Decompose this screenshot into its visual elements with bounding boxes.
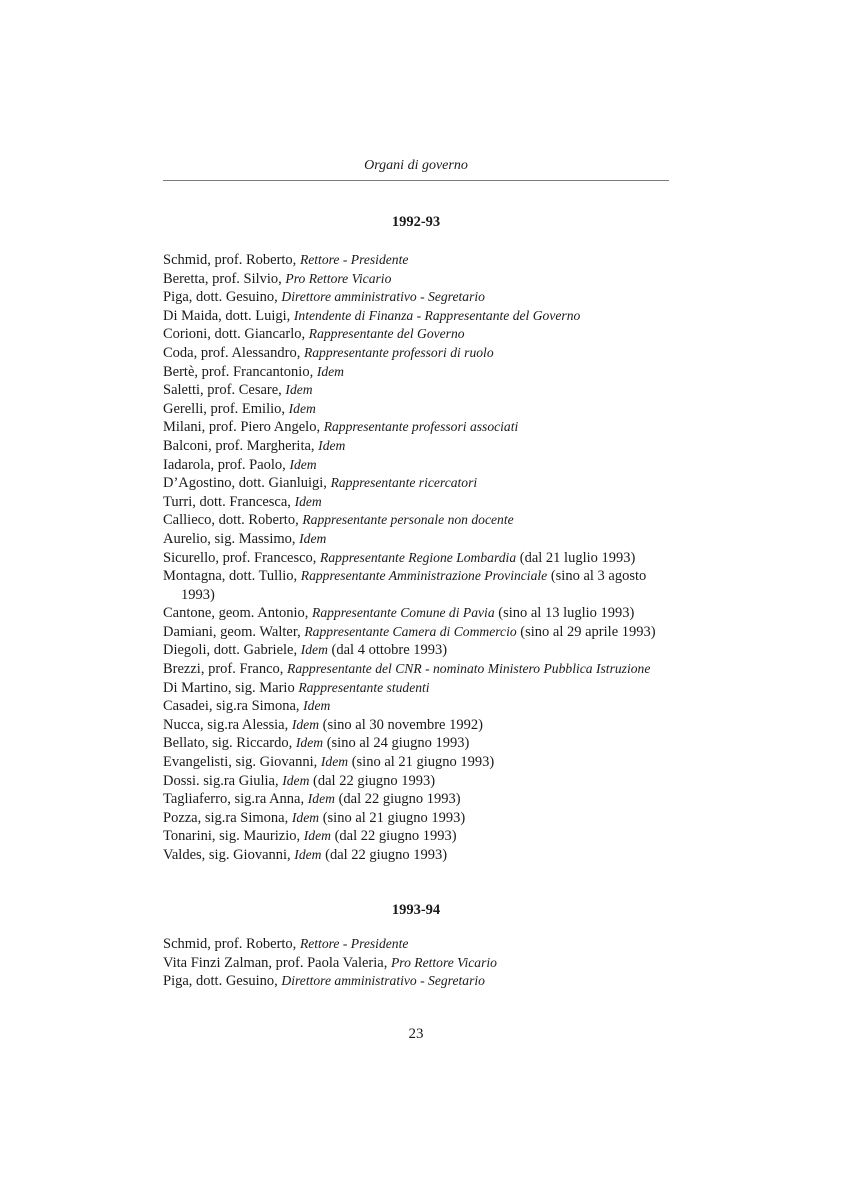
member-role: Idem bbox=[289, 456, 317, 472]
member-role: Idem bbox=[316, 363, 345, 379]
section-year-heading: 1993-94 bbox=[391, 902, 441, 918]
member-role: Rappresentante Comune di Pavia bbox=[312, 605, 495, 621]
member-role: Rappresentante Regione Lombardia bbox=[320, 549, 517, 565]
member-entry bbox=[163, 954, 669, 973]
member-entry bbox=[163, 697, 669, 716]
member-entry bbox=[163, 641, 669, 660]
member-name: Piga, dott. Gesuino, bbox=[163, 289, 282, 306]
member-name: Evangelisti, sig. Giovanni, bbox=[163, 754, 321, 771]
member-entry bbox=[163, 679, 669, 698]
page-number: 23 bbox=[408, 1026, 424, 1042]
member-entry bbox=[163, 288, 669, 307]
member-name: Vita Finzi Zalman, prof. Paola Valeria, bbox=[163, 954, 391, 971]
member-entry bbox=[163, 511, 669, 530]
member-entry bbox=[163, 418, 669, 437]
member-entry bbox=[163, 381, 669, 400]
member-name: Brezzi, prof. Franco, bbox=[163, 661, 288, 678]
member-note: (dal 22 giugno 1993) bbox=[334, 791, 461, 808]
member-note: (sino al 30 novembre 1992) bbox=[319, 716, 483, 733]
member-role: Direttore amministrativo - Segretario bbox=[281, 973, 485, 989]
member-role: Idem bbox=[282, 772, 310, 788]
member-role: Idem bbox=[318, 437, 346, 453]
member-entry bbox=[163, 325, 669, 344]
member-name: Callieco, dott. Roberto, bbox=[163, 512, 303, 529]
member-role: Pro Rettore Vicario bbox=[285, 270, 392, 286]
member-name: Turri, dott. Francesca, bbox=[163, 493, 295, 510]
member-name: D’Agostino, dott. Gianluigi, bbox=[163, 475, 331, 492]
member-entry bbox=[163, 972, 669, 991]
member-role: Intendente di Finanza - Rappresentante del Governo bbox=[293, 307, 581, 323]
member-role: Rappresentante studenti bbox=[298, 679, 430, 695]
member-entry bbox=[163, 734, 669, 753]
member-name: Balconi, prof. Margherita, bbox=[163, 437, 319, 454]
member-name: Saletti, prof. Cesare, bbox=[163, 382, 286, 399]
member-note: (sino al 21 giugno 1993) bbox=[348, 754, 495, 771]
member-name: Di Maida, dott. Luigi, bbox=[163, 307, 294, 324]
member-name: Pozza, sig.ra Simona, bbox=[163, 809, 292, 826]
member-name: Di Martino, sig. Mario bbox=[163, 679, 299, 696]
member-name: Iadarola, prof. Paolo, bbox=[163, 456, 290, 473]
member-name: Diegoli, dott. Gabriele, bbox=[163, 642, 301, 659]
member-entry bbox=[163, 935, 669, 954]
member-name: Piga, dott. Gesuino, bbox=[163, 973, 282, 990]
member-role: Idem bbox=[291, 809, 320, 825]
member-name: Montagna, dott. Tullio, bbox=[163, 568, 301, 585]
member-entry bbox=[163, 344, 669, 363]
member-entry bbox=[163, 474, 669, 493]
member-role: Idem bbox=[294, 847, 322, 862]
member-role: Rappresentante Camera di Commercio bbox=[304, 623, 517, 639]
member-entry bbox=[163, 307, 669, 326]
member-role: Direttore amministrativo - Segretario bbox=[281, 289, 485, 305]
member-name: Casadei, sig.ra Simona, bbox=[163, 698, 304, 715]
member-note: (sino al 29 aprile 1993) bbox=[516, 623, 656, 640]
member-role: Rappresentante Amministrazione Provinciale bbox=[300, 568, 548, 584]
member-note: (sino al 3 agosto 1993) bbox=[181, 568, 647, 603]
member-name: Schmid, prof. Roberto, bbox=[163, 936, 300, 952]
member-name: Aurelio, sig. Massimo, bbox=[163, 530, 300, 547]
member-role: Rappresentante ricercatori bbox=[330, 475, 478, 491]
member-entry bbox=[163, 493, 669, 512]
member-entry bbox=[163, 604, 669, 623]
member-role: Idem bbox=[303, 698, 331, 714]
member-role: Idem bbox=[300, 642, 328, 658]
member-note: (sino al 21 giugno 1993) bbox=[319, 809, 466, 826]
member-name: Schmid, prof. Roberto, bbox=[163, 252, 300, 268]
member-entry bbox=[163, 251, 669, 270]
running-head: Organi di governo bbox=[364, 158, 468, 173]
member-name: Damiani, geom. Walter, bbox=[163, 623, 305, 640]
member-entry bbox=[163, 623, 669, 642]
member-list bbox=[163, 935, 669, 991]
member-note: (dal 22 giugno 1993) bbox=[321, 847, 448, 863]
member-entry bbox=[163, 549, 669, 568]
member-entry bbox=[163, 270, 669, 289]
member-role: Rappresentante professori di ruolo bbox=[303, 344, 494, 360]
member-list bbox=[163, 251, 669, 865]
member-entry bbox=[163, 567, 669, 604]
member-role: Idem bbox=[291, 716, 320, 732]
member-role: Idem bbox=[285, 382, 313, 398]
member-role: Rappresentante professori associati bbox=[323, 419, 519, 435]
member-role: Rettore - Presidente bbox=[299, 252, 409, 267]
member-name: Beretta, prof. Silvio, bbox=[163, 270, 286, 287]
section-year-heading: 1992-93 bbox=[391, 214, 441, 230]
member-role: Idem bbox=[288, 400, 316, 416]
member-name: Sicurello, prof. Francesco, bbox=[163, 549, 321, 566]
member-entry bbox=[163, 846, 669, 865]
member-role: Rappresentante del CNR - nominato Ministero Pubblica Istruzione bbox=[287, 661, 651, 677]
member-note: (dal 22 giugno 1993) bbox=[309, 772, 436, 789]
member-name: Tonarini, sig. Maurizio, bbox=[163, 828, 304, 845]
member-name: Valdes, sig. Giovanni, bbox=[163, 847, 295, 863]
member-name: Nucca, sig.ra Alessia, bbox=[163, 716, 292, 733]
member-role: Idem bbox=[299, 530, 327, 546]
member-entry bbox=[163, 660, 669, 679]
member-role: Idem bbox=[294, 493, 322, 509]
member-name: Gerelli, prof. Emilio, bbox=[163, 400, 289, 417]
member-entry bbox=[163, 437, 669, 456]
member-name: Milani, prof. Piero Angelo, bbox=[163, 419, 324, 436]
member-entry bbox=[163, 753, 669, 772]
member-name: Dossi. sig.ra Giulia, bbox=[163, 772, 283, 789]
member-entry bbox=[163, 790, 669, 809]
member-role: Rappresentante personale non docente bbox=[302, 512, 514, 528]
section-1993-94 bbox=[163, 900, 669, 991]
member-entry bbox=[163, 809, 669, 828]
member-role: Idem bbox=[295, 735, 324, 751]
member-name: Tagliaferro, sig.ra Anna, bbox=[163, 791, 308, 808]
header-rule bbox=[163, 180, 669, 181]
member-note: (sino al 13 luglio 1993) bbox=[494, 605, 635, 622]
member-role: Pro Rettore Vicario bbox=[390, 954, 497, 970]
member-entry bbox=[163, 400, 669, 419]
member-entry bbox=[163, 363, 669, 382]
member-name: Corioni, dott. Giancarlo, bbox=[163, 326, 309, 343]
section-1992-93 bbox=[163, 212, 669, 865]
member-entry bbox=[163, 456, 669, 475]
member-name: Bertè, prof. Francantonio, bbox=[163, 363, 317, 380]
member-role: Rappresentante del Governo bbox=[308, 326, 465, 342]
member-note: (dal 22 giugno 1993) bbox=[330, 828, 457, 845]
member-name: Coda, prof. Alessandro, bbox=[163, 344, 304, 361]
member-note: (dal 4 ottobre 1993) bbox=[327, 642, 448, 659]
member-role: Idem bbox=[303, 828, 331, 844]
member-role: Rettore - Presidente bbox=[299, 936, 409, 951]
member-name: Bellato, sig. Riccardo, bbox=[163, 735, 296, 752]
member-role: Idem bbox=[307, 791, 335, 807]
member-role: Idem bbox=[320, 754, 349, 770]
member-entry bbox=[163, 530, 669, 549]
member-note: (sino al 24 giugno 1993) bbox=[323, 735, 470, 752]
member-entry bbox=[163, 772, 669, 791]
member-note: (dal 21 luglio 1993) bbox=[516, 549, 636, 566]
member-entry bbox=[163, 716, 669, 735]
member-name: Cantone, geom. Antonio, bbox=[163, 605, 313, 622]
member-entry bbox=[163, 827, 669, 846]
